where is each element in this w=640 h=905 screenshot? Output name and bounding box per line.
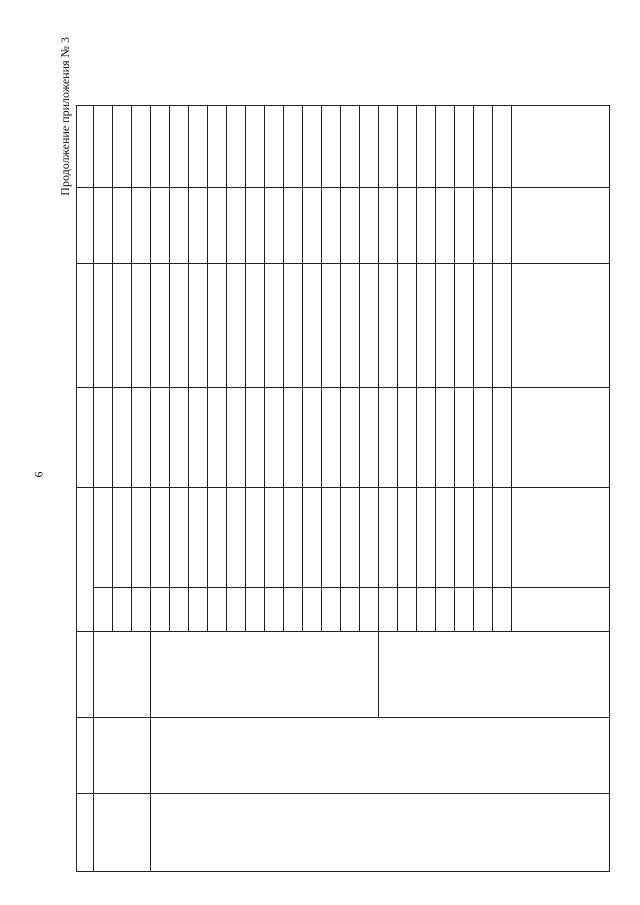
table-cell (512, 188, 610, 264)
value-cell (474, 488, 493, 588)
table-cell (474, 106, 493, 188)
year-cell (455, 588, 474, 632)
value-cell (455, 488, 474, 588)
value-cell (151, 106, 170, 188)
rotated-page (58, 37, 618, 872)
value-cell (341, 106, 360, 188)
value-cell (360, 488, 379, 588)
value-cell (151, 488, 170, 588)
table-cell (455, 188, 474, 264)
year-cell (132, 588, 151, 632)
value-cell (265, 106, 284, 188)
page-number: 6 (31, 471, 46, 478)
value-cell (132, 488, 151, 588)
table-cell (455, 106, 474, 188)
value-cell (113, 106, 132, 188)
year-cell (341, 588, 360, 632)
value-cell (113, 388, 132, 488)
value-cell (265, 188, 284, 264)
header-cell (77, 632, 94, 718)
value-cell (265, 264, 284, 388)
value-cell (322, 188, 341, 264)
name-cell (151, 718, 610, 794)
value-cell (208, 388, 227, 488)
value-cell (94, 264, 113, 388)
subprogram-cell (151, 794, 610, 872)
header-cell (77, 188, 94, 264)
value-cell (94, 106, 113, 188)
year-cell (227, 588, 246, 632)
value-cell (284, 388, 303, 488)
year-cell (379, 588, 398, 632)
value-cell (208, 264, 227, 388)
value-cell (455, 388, 474, 488)
year-cell (398, 588, 417, 632)
value-cell (151, 264, 170, 388)
table-cell (493, 106, 512, 188)
table-cell (398, 188, 417, 264)
value-cell (360, 106, 379, 188)
table-cell (94, 718, 151, 794)
value-cell (170, 106, 189, 188)
value-cell (246, 188, 265, 264)
value-cell (417, 488, 436, 588)
value-cell (360, 188, 379, 264)
value-cell (113, 264, 132, 388)
year-cell (436, 588, 455, 632)
value-cell (170, 188, 189, 264)
table-cell (493, 188, 512, 264)
continuation-caption: Продолжение приложения № 3 (58, 37, 72, 196)
value-cell (303, 188, 322, 264)
value-cell (436, 488, 455, 588)
value-cell (284, 106, 303, 188)
value-cell (189, 188, 208, 264)
table-cell (94, 794, 151, 872)
value-cell (322, 488, 341, 588)
value-cell (512, 388, 610, 488)
value-cell (132, 188, 151, 264)
value-cell (341, 388, 360, 488)
value-cell (303, 388, 322, 488)
table-cell (474, 188, 493, 264)
value-cell (246, 488, 265, 588)
table-cell (493, 264, 512, 388)
table-cell (379, 188, 398, 264)
value-cell (303, 488, 322, 588)
value-cell (341, 188, 360, 264)
value-cell (113, 488, 132, 588)
value-cell (379, 388, 398, 488)
value-cell (474, 388, 493, 488)
value-cell (132, 264, 151, 388)
value-cell (493, 388, 512, 488)
value-cell (417, 388, 436, 488)
year-cell (474, 588, 493, 632)
year-cell (417, 588, 436, 632)
value-cell (379, 488, 398, 588)
year-cell (151, 588, 170, 632)
table-cell (379, 106, 398, 188)
extra-funding-label (379, 632, 610, 718)
value-cell (170, 264, 189, 388)
table-cell (417, 106, 436, 188)
value-cell (265, 388, 284, 488)
value-cell (322, 106, 341, 188)
value-cell (246, 388, 265, 488)
header-cell (77, 388, 94, 488)
header-cell (77, 264, 94, 388)
value-cell (284, 264, 303, 388)
value-cell (208, 106, 227, 188)
year-cell (322, 588, 341, 632)
table-cell (417, 264, 436, 388)
value-cell (341, 264, 360, 388)
value-cell (436, 388, 455, 488)
value-cell (227, 488, 246, 588)
value-cell (303, 264, 322, 388)
table-cell (417, 188, 436, 264)
value-cell (303, 106, 322, 188)
table-cell (398, 106, 417, 188)
year-cell (189, 588, 208, 632)
table-cell (379, 264, 398, 388)
budget-table (76, 105, 610, 872)
value-cell (322, 264, 341, 388)
year-cell (94, 588, 113, 632)
year-cell (512, 588, 610, 632)
value-cell (94, 488, 113, 588)
value-cell (170, 488, 189, 588)
value-cell (132, 388, 151, 488)
table-cell (436, 264, 455, 388)
value-cell (113, 188, 132, 264)
header-cell (77, 488, 94, 632)
value-cell (284, 488, 303, 588)
value-cell (398, 488, 417, 588)
table-cell (512, 106, 610, 188)
value-cell (246, 106, 265, 188)
value-cell (132, 106, 151, 188)
value-cell (341, 488, 360, 588)
value-cell (227, 106, 246, 188)
header-cell (77, 718, 94, 794)
table-cell (474, 264, 493, 388)
value-cell (94, 388, 113, 488)
total-label-cell (151, 632, 379, 718)
value-cell (284, 188, 303, 264)
year-cell (208, 588, 227, 632)
year-cell (113, 588, 132, 632)
value-cell (227, 264, 246, 388)
year-cell (303, 588, 322, 632)
value-cell (360, 388, 379, 488)
value-cell (151, 388, 170, 488)
table-cell (436, 106, 455, 188)
table-row (94, 106, 113, 872)
year-cell (284, 588, 303, 632)
value-cell (227, 388, 246, 488)
value-cell (360, 264, 379, 388)
year-cell (170, 588, 189, 632)
table-cell (436, 188, 455, 264)
value-cell (189, 264, 208, 388)
value-cell (151, 188, 170, 264)
value-cell (227, 188, 246, 264)
value-cell (189, 388, 208, 488)
table-cell (455, 264, 474, 388)
table-cell (512, 264, 610, 388)
value-cell (265, 488, 284, 588)
value-cell (208, 488, 227, 588)
value-cell (246, 264, 265, 388)
year-cell (360, 588, 379, 632)
value-cell (189, 488, 208, 588)
value-cell (208, 188, 227, 264)
table-row (151, 106, 170, 872)
value-cell (512, 488, 610, 588)
value-cell (322, 388, 341, 488)
value-cell (493, 488, 512, 588)
value-cell (94, 188, 113, 264)
value-cell (398, 388, 417, 488)
header-cell (77, 794, 94, 872)
table-cell (94, 632, 151, 718)
year-cell (246, 588, 265, 632)
year-cell (493, 588, 512, 632)
table-cell (398, 264, 417, 388)
year-cell (265, 588, 284, 632)
header-row (77, 106, 94, 872)
value-cell (189, 106, 208, 188)
value-cell (170, 388, 189, 488)
header-cell (77, 106, 94, 188)
